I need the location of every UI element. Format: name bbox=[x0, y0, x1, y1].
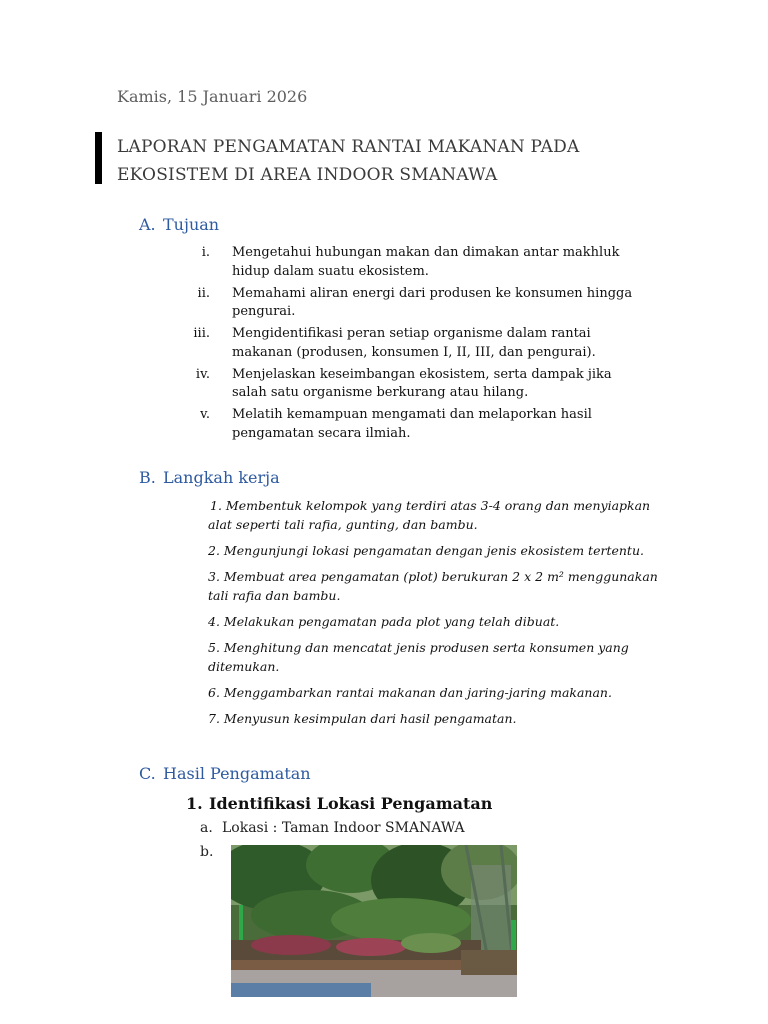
step-item: 5. Menghitung dan mencatat jenis produsen serta konsumen yang ditemukan. bbox=[208, 640, 629, 674]
report-title-line-1: LAPORAN PENGAMATAN RANTAI MAKANAN PADA bbox=[117, 137, 580, 157]
subsection-heading bbox=[186, 794, 492, 813]
list-item bbox=[180, 406, 650, 443]
garden-photo bbox=[231, 845, 517, 997]
step-item: 7. Menyusun kesimpulan dari hasil pengamatan. bbox=[208, 711, 517, 726]
step-item: 1. Membentuk kelompok yang terdiri atas 3-4 orang dan menyiapkan alat seperti tali rafia, gunting, dan bambu. bbox=[208, 498, 651, 532]
steps-list bbox=[208, 496, 658, 735]
objectives-list bbox=[180, 244, 650, 447]
report-title-line-2: EKOSISTEM DI AREA INDOOR SMANAWA bbox=[117, 165, 498, 185]
list-item bbox=[180, 244, 650, 281]
section-b-letter: B. bbox=[139, 468, 156, 487]
subsection-title: Identifikasi Lokasi Pengamatan bbox=[209, 794, 493, 813]
list-item-number: iii. bbox=[193, 326, 210, 341]
step-item: 2. Mengunjungi lokasi pengamatan dengan jenis ekosistem tertentu. bbox=[208, 543, 644, 558]
list-item-text: Memahami aliran energi dari produsen ke konsumen hingga pengurai. bbox=[232, 285, 633, 319]
list-item-number: i. bbox=[201, 245, 210, 260]
list-item bbox=[180, 366, 650, 403]
section-a-title: Tujuan bbox=[163, 215, 220, 234]
step-item: 4. Melakukan pengamatan pada plot yang telah dibuat. bbox=[208, 614, 560, 629]
report-title bbox=[117, 133, 579, 189]
photo-item-letter: b. bbox=[200, 844, 214, 860]
section-b-title: Langkah kerja bbox=[163, 468, 280, 487]
list-item-text: Mengidentifikasi peran setiap organisme dalam rantai makanan (produsen, konsumen I, II, III, dan pengurai). bbox=[232, 326, 596, 360]
list-item-text: Mengetahui hubungan makan dan dimakan antar makhluk hidup dalam suatu ekosistem. bbox=[232, 245, 620, 279]
list-item bbox=[180, 325, 650, 362]
section-a-heading bbox=[139, 215, 219, 234]
list-item-number: v. bbox=[200, 407, 210, 422]
date-text: Kamis, 15 Januari 2026 bbox=[117, 87, 308, 106]
list-item-number: ii. bbox=[197, 285, 210, 301]
section-c-title: Hasil Pengamatan bbox=[163, 764, 311, 783]
photo-item bbox=[200, 844, 222, 860]
section-c-letter: C. bbox=[139, 764, 156, 783]
subsection-number: 1. bbox=[186, 794, 203, 813]
list-item-number: iv. bbox=[195, 366, 210, 382]
section-a-letter: A. bbox=[139, 215, 156, 234]
section-b-heading bbox=[139, 468, 280, 487]
section-c-heading bbox=[139, 764, 311, 783]
step-item: 6. Menggambarkan rantai makanan dan jaring-jaring makanan. bbox=[208, 685, 612, 700]
location-item-letter: a. bbox=[200, 820, 213, 836]
list-item-text: Melatih kemampuan mengamati dan melaporkan hasil pengamatan secara ilmiah. bbox=[232, 407, 592, 441]
list-item-text: Menjelaskan keseimbangan ekosistem, serta dampak jika salah satu organisme berkurang atau hilang. bbox=[232, 366, 612, 400]
list-item bbox=[180, 285, 650, 322]
location-item-text: Lokasi : Taman Indoor SMANAWA bbox=[222, 820, 465, 836]
title-accent-bar bbox=[95, 132, 102, 184]
location-item bbox=[200, 820, 465, 836]
step-item: 3. Membuat area pengamatan (plot) berukuran 2 x 2 m² menggunakan tali rafia dan bambu. bbox=[208, 569, 658, 603]
